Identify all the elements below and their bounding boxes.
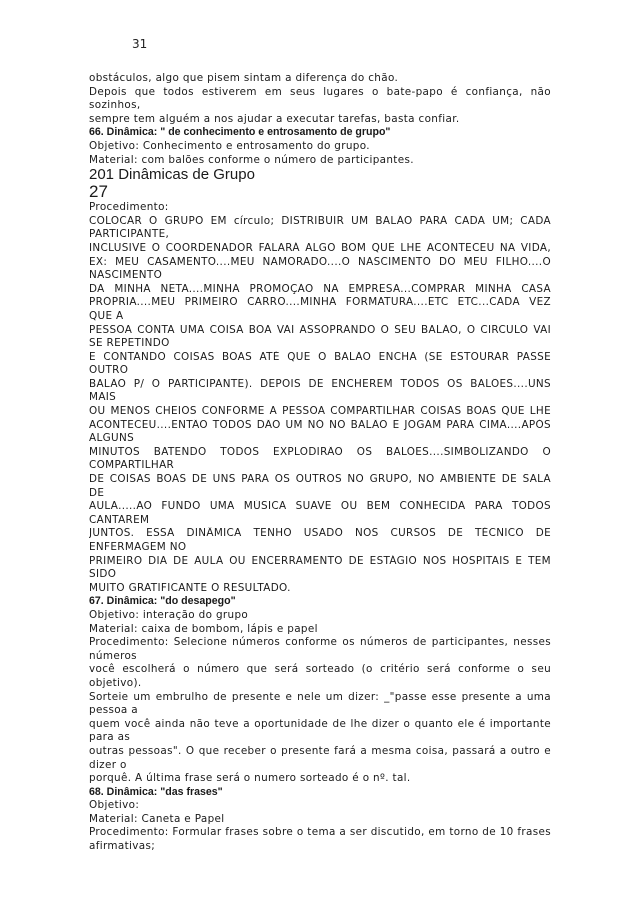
text-line: ALGUNS [89,432,135,445]
text-line: DE [89,486,105,499]
text-line: outras pessoas". O que receber o presente fará a mesma coisa, passará a outro e [89,744,551,757]
text-line: PARTICIPANTE, [89,228,170,241]
text-line: SIDO [89,568,117,581]
text-line: EX: MEU CASAMENTO....MEU NAMORADO....O NASCIMENTO DO MEU FILHO....O [89,255,551,268]
text-line: SE REPETINDO [89,337,170,350]
text-line: INCLUSIVE O COORDENADOR FALARÁ ALGO BOM QUE LHE ACONTECEU NA VIDA, [89,241,551,254]
text-line: Objetivo: Conhecimento e entrosamento do grupo. [89,139,370,152]
text-line: Objetivo: [89,799,140,812]
text-line: números [89,649,137,662]
text-line: você escolherá o número que será sorteado (o critério será conforme o seu [89,663,551,676]
text-line: OUTRO [89,364,129,377]
text-line: BALÃO P/ O PARTICIPANTE). DEPOIS DE ENCHEREM TODOS OS BALÕES....UNS [89,377,551,390]
running-header: 27 [89,183,108,202]
text-line: QUE A [89,309,124,322]
text-line: MAIS [89,391,117,404]
text-line: objetivo). [89,676,142,689]
text-line: Material: com balões conforme o número de participantes. [89,153,414,166]
text-line: quem você ainda não teve a oportunidade de lhe dizer o quanto ele é importante [89,717,551,730]
text-line: MUITO GRATIFICANTE O RESULTADO. [89,581,291,594]
text-line: para as [89,731,131,744]
running-header: 201 Dinâmicas de Grupo [89,167,255,184]
text-line: Procedimento: Selecione números conforme os números de participantes, nesses [89,636,551,649]
text-line: Objetivo: interação do grupo [89,608,249,621]
text-line: NASCIMENTO [89,269,163,282]
section-heading: 66. Dinâmica: " de conhecimento e entrosamento de grupo" [89,126,391,139]
text-line: DA MINHA NETA....MINHA PROMOÇÃO NA EMPRESA...COMPRAR MINHA CASA [89,282,551,295]
text-line: AULA.....AO FUNDO UMA MÚSICA SUAVE OU BEM CONHECIDA PARA TODOS [89,500,551,513]
text-line: CANTAREM [89,513,150,526]
text-line: E CONTANDO COISAS BOAS ATÉ QUE O BALÃO ENCHA (SE ESTOURAR PASSE [89,350,551,363]
page-number: 31 [132,37,148,51]
text-line: sempre tem alguém a nos ajudar a executar tarefas, basta confiar. [89,112,460,125]
text-line: pessoa a [89,704,139,717]
text-line: Sorteie um embrulho de presente e nele um dizer: _"passe esse presente a uma [89,690,551,703]
text-line: Depois que todos estiverem em seus lugares o bate-papo é confiança, não [89,85,551,98]
text-line: obstáculos, algo que pisem sintam a diferença do chão. [89,72,399,84]
text-line: afirmativas; [89,840,156,853]
section-heading: 67. Dinâmica: "do desapego" [89,595,236,608]
text-line: JUNTOS. ESSA DINÂMICA TENHO USADO NOS CURSOS DE TÉCNICO DE [89,527,551,540]
text-line: PESSOA CONTA UMA COISA BOA VAI ASSOPRANDO O SEU BALÃO, O CIRCULO VAI [89,323,551,336]
text-line: ACONTECEU....ENTÃO TODOS DÃO UM NÓ NO BALÃO E JOGAM PARA CIMA....APÓS [89,418,551,431]
text-line: PRÓPRIA....MEU PRIMEIRO CARRO....MINHA FORMATURA....ETC ETC...CADA VEZ [89,296,551,309]
text-line: PRIMEIRO DIA DE AULA OU ENCERRAMENTO DE ESTÁGIO NOS HOSPITAIS E TEM [89,554,551,567]
text-line: Procedimento: Formular frases sobre o tema a ser discutido, em torno de 10 frases [89,826,551,839]
text-line: Procedimento: [89,201,169,214]
text-line: COMPARTILHAR [89,459,175,472]
text-line: Material: Caneta e Papel [89,812,225,825]
text-line: MINUTOS BATENDO TODOS EXPLODIRÃO OS BALÕES....SIMBOLIZANDO O [89,445,551,458]
section-heading: 68. Dinâmica: "das frases" [89,785,223,798]
text-line: DE COISAS BOAS DE UNS PARA OS OUTROS NO GRUPO, NO AMBIENTE DE SALA [89,473,551,486]
text-line: ENFERMAGEM NO [89,541,187,553]
text-line: dizer o [89,758,127,771]
text-line: Material: caixa de bombom, lápis e papel [89,622,318,635]
text-line: sozinhos, [89,99,141,112]
text-line: OU MENOS CHEIOS CONFORME A PESSOA COMPARTILHAR COISAS BOAS QUE LHE [89,405,551,418]
text-line: COLOCAR O GRUPO EM círculo; DISTRIBUIR UM BALÃO PARA CADA UM; CADA [89,214,551,227]
text-line: porquê. A última frase será o numero sorteado é o nº. tal. [89,772,411,785]
page-body [89,72,551,854]
